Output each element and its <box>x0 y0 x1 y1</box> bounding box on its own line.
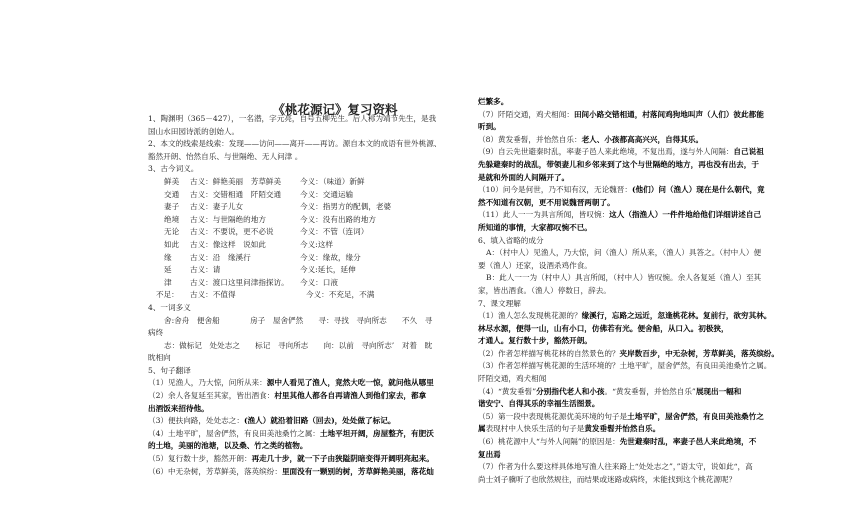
text-line <box>478 146 800 159</box>
text-line: 阡陌交通，鸡犬相闻 <box>478 374 547 384</box>
question-text: （5）复行数十步，豁然开朗： <box>148 454 252 464</box>
vocab-row <box>148 277 470 290</box>
section-heading: 4、一词多义 <box>148 302 191 312</box>
question-text: （6）中无杂树，芳草鲜美，落英缤纷： <box>148 466 282 476</box>
vocab-modern: 今义：不管（连词） <box>300 227 369 237</box>
text-line: （7）作者为什么要这样具体地写渔人往来路上“处处志之”，”语太守，说如此“，高 <box>478 462 753 472</box>
vocab-modern: 今义：缘故，缘分 <box>300 252 361 262</box>
question-text: （8）黄发垂髫，并怡然自乐： <box>478 134 582 144</box>
vocab-word: 不足： <box>156 290 179 300</box>
answer-text: 先躲避秦时的战乱，带领妻儿和乡邻来到了这个与世隔绝的地方，再也没有出去，于 <box>478 159 759 169</box>
text-line: 家，皆出酒食。（渔人）停数日，辞去。 <box>478 285 611 295</box>
vocab-word: 津 <box>164 277 172 287</box>
text-line <box>148 415 470 428</box>
left-column <box>148 99 470 478</box>
vocab-word: 缘 <box>164 252 172 262</box>
question-text: （2）作者怎样描写桃花林的自然景色的？ <box>478 348 620 358</box>
text-line: 要（渔人）还家，设酒杀鸡作食。 <box>478 260 592 270</box>
text-line: 病终 <box>148 328 164 338</box>
answer-text: 谐安宁、自得其乐的幸福生活图景。 <box>478 399 600 409</box>
vocab-row <box>148 201 470 214</box>
vocab-ancient: 古义：请 <box>190 265 221 275</box>
vocab-row <box>148 289 470 302</box>
right-column <box>478 96 800 486</box>
vocab-row <box>148 264 470 277</box>
vocab-row <box>148 226 470 239</box>
text-line: 国山水田园诗派的创始人。 <box>148 126 240 136</box>
answer-text: 里面没有一颗别的树，芳草鲜艳美丽，落花灿 <box>281 466 434 476</box>
text-line <box>148 390 470 403</box>
answer-text: 自己说祖 <box>733 147 764 157</box>
section-heading: 5、句子翻译 <box>148 365 191 375</box>
question-text: （4）土地平旷，屋舍俨然，有良田美池桑竹之属： <box>148 428 320 438</box>
text-line <box>478 423 800 436</box>
answer-text: 夹岸数百步，中无杂树，芳草鲜美，落英缤纷。 <box>619 348 779 358</box>
text-line: 尚士刘子骥听了也欣然规往，而结果或迷路或病终，未能找到这个桃花源呢？ <box>478 474 737 484</box>
answer-text: 这人（指渔人）一件件地给他们详细讲述自己 <box>609 210 762 220</box>
answer-text: 再走几十步，就一下子由狭隘阴暗变得开阔明亮起来。 <box>251 454 434 464</box>
text-line <box>148 428 470 441</box>
text-line <box>148 466 470 479</box>
question-text: （3）便扶向路，处处志之： <box>148 416 244 426</box>
vocab-row <box>148 252 470 265</box>
text-line <box>478 411 800 424</box>
text-line: 志：做标记 处处志之 标记 寻向所志 向：以前 寻向所志’ 对着 眈 <box>164 340 433 350</box>
text-line: 眈相向 <box>148 353 171 363</box>
text-line: 1、陶渊明（365－427），一名潜，字元亮，自号五柳先生。后人称为靖节先生，是我 <box>148 114 437 123</box>
vocab-word: 交通 <box>164 189 180 199</box>
vocab-word: 鲜美 <box>164 176 180 186</box>
answer-text: 展现出一幅和 <box>695 386 742 396</box>
text-line <box>148 453 470 466</box>
text-line: 豁然开朗、怡然自乐、与世隔绝、无人问津 。 <box>148 151 303 161</box>
text-line <box>478 184 800 197</box>
document-title: 《桃花源记》复习资料 <box>272 102 398 117</box>
text-line <box>478 109 800 122</box>
answer-text: 源中人看见了渔人，竟然大吃一惊，就问他从哪里 <box>266 378 434 388</box>
vocab-ancient: 古义：像这样 说如此 <box>190 239 266 249</box>
vocab-row <box>148 189 470 202</box>
text-line <box>148 377 470 390</box>
answer-text: 村里其他人都各自再请渔人到他们家去，都拿 <box>274 391 427 401</box>
vocab-row <box>148 214 470 227</box>
text-line <box>478 310 800 323</box>
question-text: 表现村中人快乐生活的句子是 <box>485 424 585 434</box>
vocab-modern: 今义:这样 <box>300 239 333 249</box>
answer-text: 黄发垂髫并怡然自乐。 <box>584 424 661 434</box>
question-text: （2）余人各复延至其家，皆出酒食： <box>148 391 275 401</box>
section-heading: 3、古今词义。 <box>148 164 199 174</box>
vocab-ancient: 古义：妻子儿女 <box>190 202 244 212</box>
text-line: A：（村中人）见渔人，乃大惊，问（渔人）所从来，（渔人）具答之。（村中人）便 <box>486 248 762 258</box>
text-line: （3）作者怎样描写桃花源的生活环境的？土地平旷，屋舍俨然，有良田美池桑竹之属。 <box>478 361 772 371</box>
answer-text: 属 <box>478 424 486 434</box>
answer-text: 才通人。复行数十步，豁然开朗。 <box>478 336 592 346</box>
text-line <box>478 134 800 147</box>
answer-text: 土地平坦开阔，房屋整齐，有肥沃 <box>319 428 434 438</box>
vocab-modern: 今义：指男方的配偶，老婆 <box>300 202 392 212</box>
vocab-list <box>148 176 470 302</box>
answer-text: 然不知道有汉朝，更不用说魏晋两朝了。 <box>478 197 615 207</box>
question-text: 。“黄发垂髫，并怡然自乐” <box>604 386 696 396</box>
question-text: （5）第一段中表现桃花源优美环境的句子是 <box>478 411 628 421</box>
vocab-word: 如此 <box>164 239 180 249</box>
vocab-ancient: 古义：渡口这里问津指探访。 <box>190 277 289 287</box>
question-text: （1）见渔人，乃大惊，问所从来： <box>148 378 267 388</box>
answer-text: 出酒饭来招待他。 <box>148 403 209 413</box>
vocab-word: 妻子 <box>164 202 180 212</box>
question-text: （7）阡陌交通，鸡犬相闻： <box>478 109 574 119</box>
text-line: 2、本文的线索是线索：发现——访问——离开——再访。源自本文的成语有世外桃源、 <box>148 139 442 149</box>
vocab-row <box>148 239 470 252</box>
question-text: （1）渔人怎么发现桃花源的？ <box>478 311 582 321</box>
question-text: （9）自云先世避秦时乱，率妻子邑人来此绝境，不复出焉，遂与外人间隔： <box>478 147 734 157</box>
text-line: 舍:舍舟 便舍船 房子 屋舍俨然 寻：寻找 寻向所志 不久 寻 <box>164 315 433 325</box>
vocab-ancient: 古义：交错相通 阡陌交通 <box>190 189 282 199</box>
answer-text: 复出焉 <box>478 449 501 459</box>
vocab-word: 绝境 <box>164 214 180 224</box>
vocab-word: 无论 <box>164 227 180 237</box>
answer-text: 缘溪行，忘路之远近，忽逢桃花林。复前行，欲穷其林。 <box>581 311 772 321</box>
vocab-modern: 今义：不充足，不满 <box>306 290 375 300</box>
question-text: （4）“黄发垂髫” <box>478 386 537 396</box>
text-line <box>478 348 800 361</box>
vocab-row <box>148 176 470 189</box>
vocab-modern: 今义：（味道）新鲜 <box>300 176 365 186</box>
section-heading: 6、填入省略的成分 <box>478 235 544 245</box>
vocab-word: 延 <box>164 265 172 275</box>
answer-text: (渔人）就沿着旧路（回去)，处处做了标记。 <box>243 416 396 426</box>
section-heading: 7、课文理解 <box>478 298 521 308</box>
text-line <box>478 209 800 222</box>
answer-text: 先世避秦时乱，率妻子邑人来此绝境，不 <box>619 437 757 447</box>
answer-text: 老人、小孩都高高兴兴，自得其乐。 <box>581 134 704 144</box>
answer-text: 林尽水源，便得一山，山有小口，仿佛若有光。便舍船，从口入。初极狭， <box>478 323 729 333</box>
answer-text: 听到。 <box>478 122 501 132</box>
vocab-ancient: 古义：鲜艳美丽 芳草鲜美 <box>190 176 282 186</box>
question-text: （10）问今是何世，乃不知有汉，无论魏晋： <box>478 185 632 195</box>
answer-text: 是就和外面的人间隔开了。 <box>478 172 570 182</box>
question-text: （6）桃花源中人“与外人间隔”的原因是： <box>478 437 620 447</box>
text-line <box>478 386 800 399</box>
question-text: （11）此人一一为具言所闻，皆叹惋： <box>478 210 610 220</box>
answer-text: 土地平旷，屋舍俨然，有良田美池桑竹之 <box>627 411 764 421</box>
vocab-ancient: 古义：与世隔绝的地方 <box>190 214 266 224</box>
answer-text: 田间小路交错相通，村落间鸡狗地叫声（人们）彼此都能 <box>573 109 764 119</box>
text-line: B：此人一一为（村中人）具言所闻，（村中人）皆叹惋。余人各复延（渔人）至其 <box>486 273 762 283</box>
vocab-modern: 今义：交通运输 <box>300 189 354 199</box>
vocab-modern: 今义：口液 <box>300 277 338 287</box>
answer-text: 分别指代老人和小孩 <box>536 386 605 396</box>
vocab-ancient: 古义：沿 缘溪行 <box>190 252 251 262</box>
answer-text: 所知道的事情，大家都叹惋不已。 <box>478 222 592 232</box>
text-line <box>478 436 800 449</box>
answer-text: (他们）问（渔人）现在是什么朝代，竟 <box>631 185 765 195</box>
vocab-ancient: 古义：不要说，更不必说 <box>190 227 274 237</box>
vocab-ancient: 古义：不值得 <box>190 290 236 300</box>
answer-text: 烂繁多。 <box>478 97 509 106</box>
answer-text: 的土地，美丽的池塘，以及桑、竹之类的植物。 <box>148 441 308 451</box>
vocab-modern: 今义:延长，延伸 <box>300 265 356 275</box>
vocab-modern: 今义：没有出路的地方 <box>300 214 376 224</box>
